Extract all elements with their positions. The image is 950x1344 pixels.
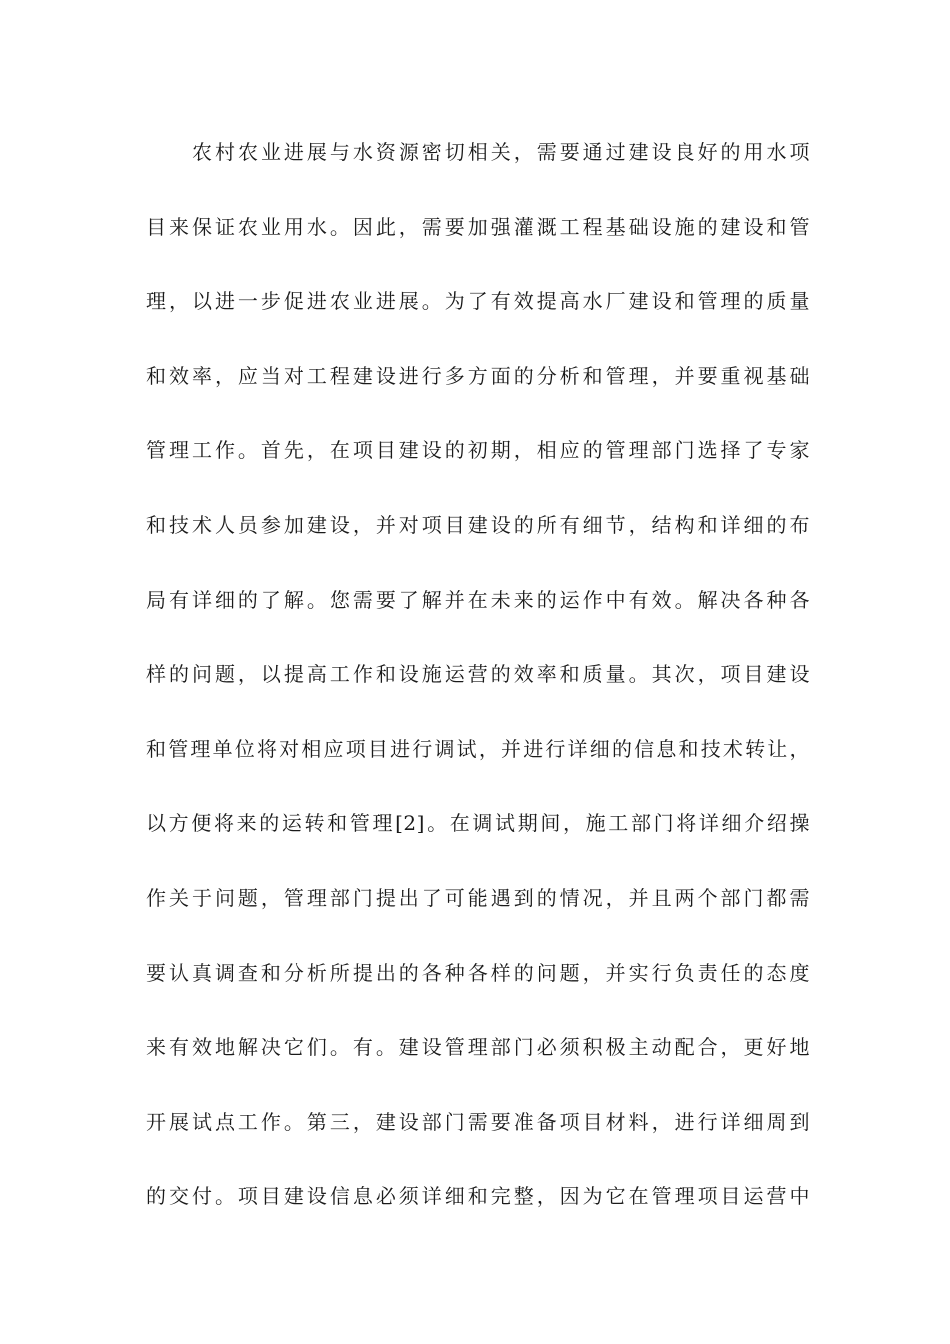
text-line: 目来保证农业用水。因此，需要加强灌溉工程基础设施的建设和管 (146, 214, 810, 239)
text-line: 来有效地解决它们。有。建设管理部门必须积极主动配合，更好地 (146, 1035, 810, 1060)
text-line: 局有详细的了解。您需要了解并在未来的运作中有效。解决各种各 (146, 587, 810, 612)
text-line: 理，以进一步促进农业进展。为了有效提高水厂建设和管理的质量 (146, 289, 810, 314)
text-line: 要认真调查和分析所提出的各种各样的问题，并实行负责任的态度 (146, 960, 810, 985)
text-line: 的交付。项目建设信息必须详细和完整，因为它在管理项目运营中 (146, 1184, 810, 1209)
text-line: 样的问题，以提高工作和设施运营的效率和质量。其次，项目建设 (146, 662, 810, 687)
text-line: 作关于问题，管理部门提出了可能遇到的情况，并且两个部门都需 (146, 885, 810, 910)
text-line: 开展试点工作。第三，建设部门需要准备项目材料，进行详细周到 (146, 1109, 810, 1134)
text-line: 管理工作。首先，在项目建设的初期，相应的管理部门选择了专家 (146, 438, 810, 463)
text-line: 农村农业进展与水资源密切相关，需要通过建设良好的用水项 (192, 140, 810, 164)
body-paragraph (146, 132, 810, 1251)
text-line: 和管理单位将对相应项目进行调试，并进行详细的信息和技术转让， (146, 736, 810, 761)
text-line: 和效率，应当对工程建设进行多方面的分析和管理，并要重视基础 (146, 363, 810, 388)
text-line: 以方便将来的运转和管理[2]。在调试期间，施工部门将详细介绍操 (146, 811, 810, 836)
text-line: 和技术人员参加建设，并对项目建设的所有细节，结构和详细的布 (146, 512, 810, 537)
